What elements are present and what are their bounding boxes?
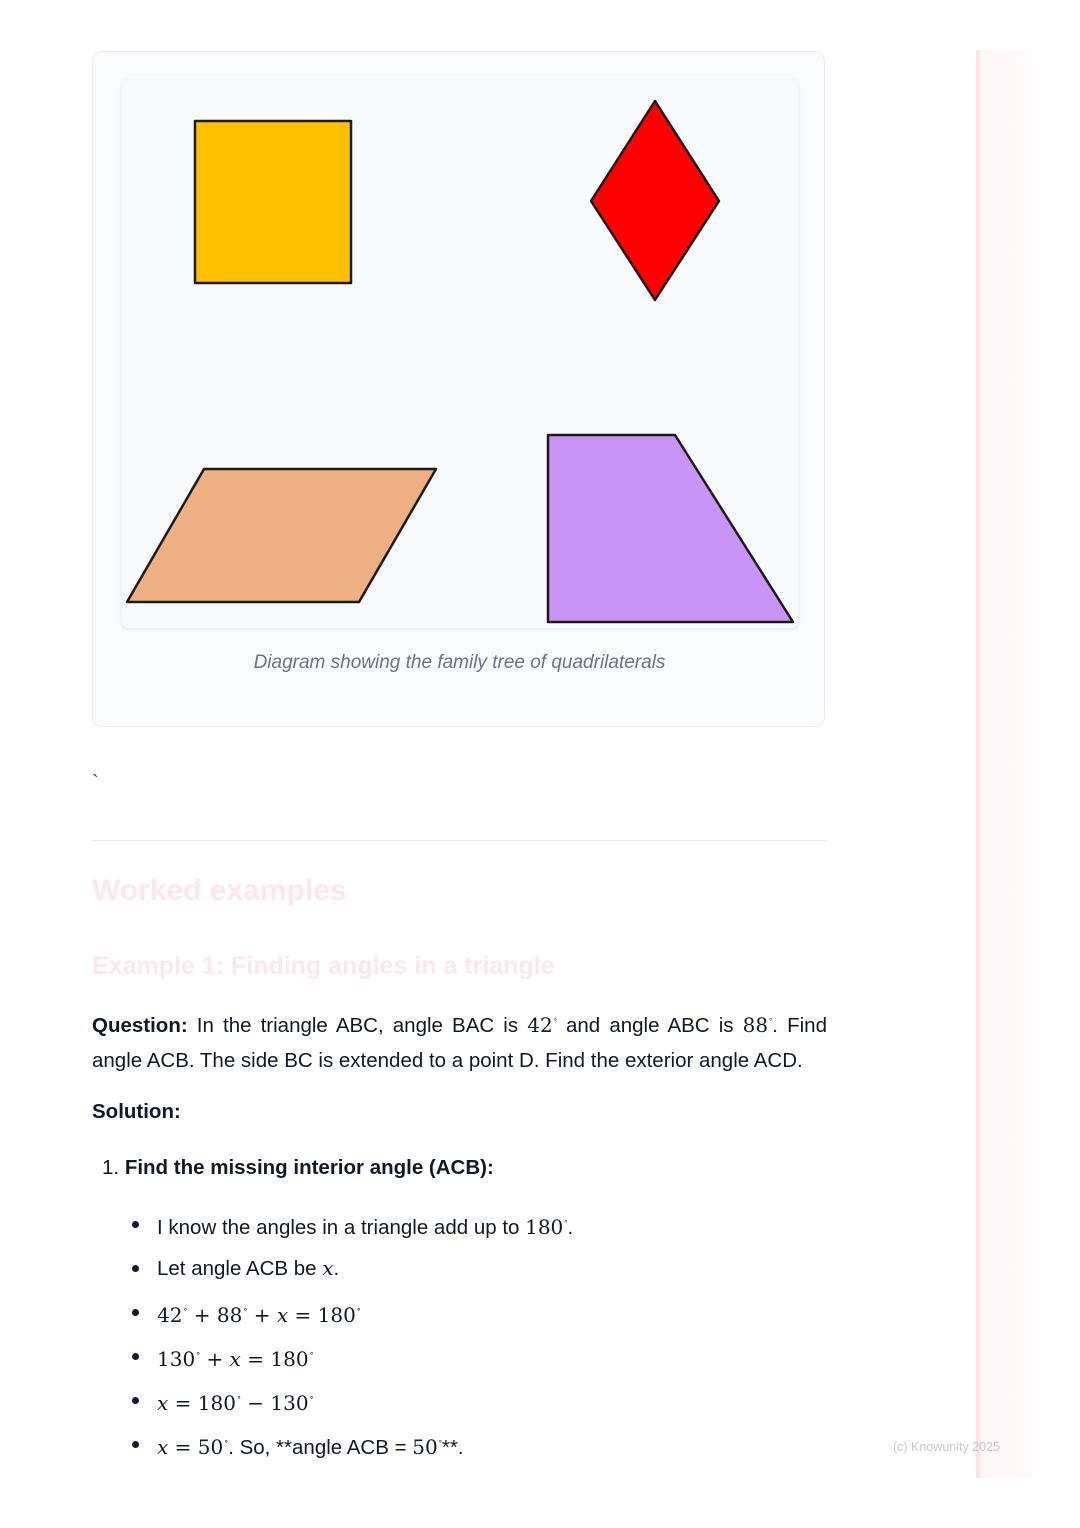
question-label: Question:	[92, 1014, 188, 1037]
degree-mark: °	[553, 1017, 557, 1026]
list-item	[132, 1334, 573, 1378]
degree-mark: °	[769, 1017, 773, 1026]
section-heading: Worked examples	[92, 874, 347, 907]
math-operator: +	[247, 1303, 277, 1327]
math-value: = 180	[288, 1303, 356, 1327]
math-value: 42	[157, 1303, 183, 1327]
bullet-text: **.	[441, 1436, 464, 1459]
step-number: 1.	[102, 1156, 120, 1179]
math-value: = 50	[168, 1435, 224, 1459]
bullet-text: .	[333, 1257, 340, 1280]
square-shape	[195, 121, 351, 283]
math-value: − 130	[240, 1391, 309, 1415]
math-variable: x	[157, 1435, 169, 1459]
degree-mark: °	[196, 1351, 201, 1360]
degree-mark: °	[356, 1307, 361, 1316]
list-item	[132, 1202, 573, 1246]
math-value: + 88	[187, 1303, 243, 1327]
question-paragraph	[92, 1004, 827, 1078]
math-variable: x	[322, 1256, 334, 1280]
math-variable: x	[276, 1303, 289, 1327]
degree-mark: °	[564, 1219, 568, 1228]
math-variable: x	[229, 1347, 241, 1371]
parallelogram-shape	[127, 469, 436, 602]
degree-mark: °	[243, 1307, 248, 1316]
copyright-notice: (c) Knowunity 2025	[893, 1440, 1001, 1454]
math-value: 50	[412, 1435, 438, 1459]
example-heading: Example 1: Finding angles in a triangle	[92, 952, 555, 980]
list-item	[132, 1290, 573, 1334]
degree-mark: °	[438, 1439, 442, 1448]
trapezium-shape	[548, 435, 793, 622]
stray-backtick: `	[92, 772, 99, 794]
quadrilaterals-diagram	[122, 80, 798, 628]
bullet-text: I know the angles in a triangle add up to	[157, 1216, 526, 1239]
bullet-text: .	[567, 1216, 574, 1239]
question-text-3: . Find angle ACB. The side BC is extended to a point D. Find the exterior angle ACD.	[92, 1014, 827, 1072]
math-variable: x	[157, 1391, 169, 1415]
quadrilaterals-figure	[122, 80, 798, 628]
degree-mark: °	[309, 1395, 314, 1404]
rhombus-shape	[591, 101, 719, 300]
solution-steps-list	[132, 1202, 573, 1466]
step-title: Find the missing interior angle (ACB):	[124, 1156, 494, 1179]
math-operator: +	[200, 1347, 230, 1371]
question-text-2: and angle ABC is	[556, 1014, 743, 1037]
right-margin-strip	[976, 50, 1032, 1478]
bullet-text: Let angle ACB be	[157, 1257, 323, 1280]
math-value: = 180	[168, 1391, 236, 1415]
solution-label: Solution:	[92, 1100, 181, 1123]
angle-bac-value: 42	[527, 1013, 553, 1037]
list-item	[132, 1422, 573, 1466]
degree-mark: °	[183, 1307, 188, 1316]
degree-mark: °	[236, 1395, 241, 1404]
math-value: = 180	[240, 1347, 309, 1371]
math-value: 130	[157, 1347, 196, 1371]
list-item	[132, 1246, 573, 1290]
step-1	[102, 1156, 494, 1180]
section-divider	[92, 840, 827, 841]
math-value: 180	[525, 1215, 564, 1239]
list-item	[132, 1378, 573, 1422]
figure-card	[92, 51, 825, 727]
question-text-1: In the triangle ABC, angle BAC is	[187, 1014, 528, 1037]
figure-caption: Diagram showing the family tree of quadrilaterals	[253, 652, 666, 673]
bullet-text: . So, **angle ACB =	[228, 1436, 413, 1459]
angle-abc-value: 88	[742, 1013, 769, 1037]
degree-mark: °	[309, 1351, 314, 1360]
degree-mark: °	[224, 1439, 229, 1448]
